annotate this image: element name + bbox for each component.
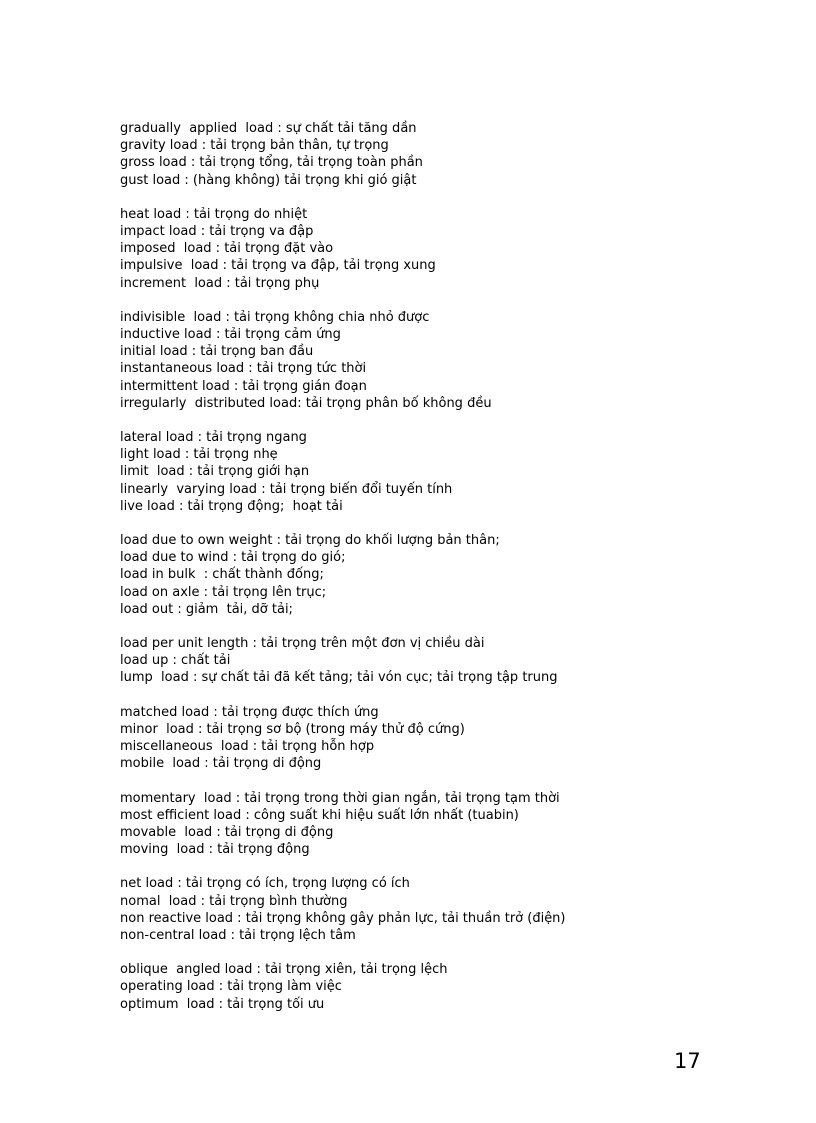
glossary-entry: load per unit length : tải trọng trên một đơn vị chiều dài xyxy=(120,636,485,652)
glossary-group xyxy=(120,704,760,773)
glossary-entry: most efficient load : công suất khi hiệu suất lớn nhất (tuabin) xyxy=(120,807,519,823)
glossary-entry: momentary load : tải trọng trong thời gian ngắn, tải trọng tạm thời xyxy=(120,790,560,806)
glossary-entry: movable load : tải trọng di động xyxy=(120,824,334,840)
glossary-entry: matched load : tải trọng được thích ứng xyxy=(120,704,379,720)
glossary-entry: operating load : tải trọng làm việc xyxy=(120,979,342,995)
glossary-entry: load in bulk : chất thành đống; xyxy=(120,567,324,583)
glossary-entry: load due to own weight : tải trọng do khối lượng bản thân; xyxy=(120,533,500,549)
glossary-entry: non reactive load : tải trọng không gây phản lực, tải thuần trở (điện) xyxy=(120,910,566,926)
glossary-group xyxy=(120,532,760,618)
glossary-group xyxy=(120,120,760,189)
glossary-entry: net load : tải trọng có ích, trọng lượng có ích xyxy=(120,876,410,892)
glossary-entry: miscellaneous load : tải trọng hỗn hợp xyxy=(120,739,375,755)
glossary-entry: inductive load : tải trọng cảm ứng xyxy=(120,327,341,343)
glossary-entry: lateral load : tải trọng ngang xyxy=(120,430,307,446)
glossary-entry: non-central load : tải trọng lệch tâm xyxy=(120,927,356,943)
glossary-entry: initial load : tải trọng ban đầu xyxy=(120,344,314,360)
glossary-entry: load out : giảm tải, dỡ tải; xyxy=(120,601,293,617)
glossary-entry: gross load : tải trọng tổng, tải trọng toàn phần xyxy=(120,155,423,171)
glossary-entry: imposed load : tải trọng đặt vào xyxy=(120,241,334,257)
glossary-entry: light load : tải trọng nhẹ xyxy=(120,447,278,463)
glossary-entry: gradually applied load : sự chất tải tăng dần xyxy=(120,121,417,136)
glossary-group xyxy=(120,875,760,944)
glossary-entry: impulsive load : tải trọng va đập, tải trọng xung xyxy=(120,258,436,274)
glossary-entry: heat load : tải trọng do nhiệt xyxy=(120,206,308,222)
glossary-entry: increment load : tải trọng phụ xyxy=(120,275,320,291)
glossary-entry: moving load : tải trọng động xyxy=(120,842,310,858)
glossary-entry: oblique angled load : tải trọng xiên, tải trọng lệch xyxy=(120,962,448,978)
glossary-entry: irregularly distributed load: tải trọng phân bố không đều xyxy=(120,395,492,411)
glossary-entry: live load : tải trọng động; hoạt tải xyxy=(120,498,343,514)
glossary-entry: optimum load : tải trọng tối ưu xyxy=(120,996,325,1012)
glossary-entry: limit load : tải trọng giới hạn xyxy=(120,464,310,480)
glossary-entry: lump load : sự chất tải đã kết tảng; tải vón cục; tải trọng tập trung xyxy=(120,670,558,686)
glossary-entry: gravity load : tải trọng bản thân, tự trọng xyxy=(120,138,389,154)
glossary-entry: gust load : (hàng không) tải trọng khi gió giật xyxy=(120,172,417,188)
glossary-group xyxy=(120,635,760,687)
glossary-entry: instantaneous load : tải trọng tức thời xyxy=(120,361,367,377)
glossary-group xyxy=(120,429,760,515)
glossary-content xyxy=(120,120,760,1030)
page-number: 17 xyxy=(674,1049,701,1073)
glossary-entry: linearly varying load : tải trọng biến đổi tuyến tính xyxy=(120,481,453,497)
glossary-entry: minor load : tải trọng sơ bộ (trong máy thử độ cứng) xyxy=(120,721,465,737)
glossary-group xyxy=(120,961,760,1013)
glossary-entry: intermittent load : tải trọng gián đoạn xyxy=(120,378,367,394)
glossary-entry: load on axle : tải trọng lên trục; xyxy=(120,584,327,600)
glossary-entry: indivisible load : tải trọng không chia nhỏ được xyxy=(120,309,430,325)
glossary-entry: load due to wind : tải trọng do gió; xyxy=(120,550,346,566)
glossary-entry: nomal load : tải trọng bình thường xyxy=(120,893,348,909)
glossary-group xyxy=(120,309,760,412)
glossary-group xyxy=(120,206,760,292)
glossary-entry: impact load : tải trọng va đập xyxy=(120,224,314,240)
glossary-entry: load up : chất tải xyxy=(120,653,231,669)
glossary-group xyxy=(120,790,760,859)
glossary-entry: mobile load : tải trọng di động xyxy=(120,756,322,772)
